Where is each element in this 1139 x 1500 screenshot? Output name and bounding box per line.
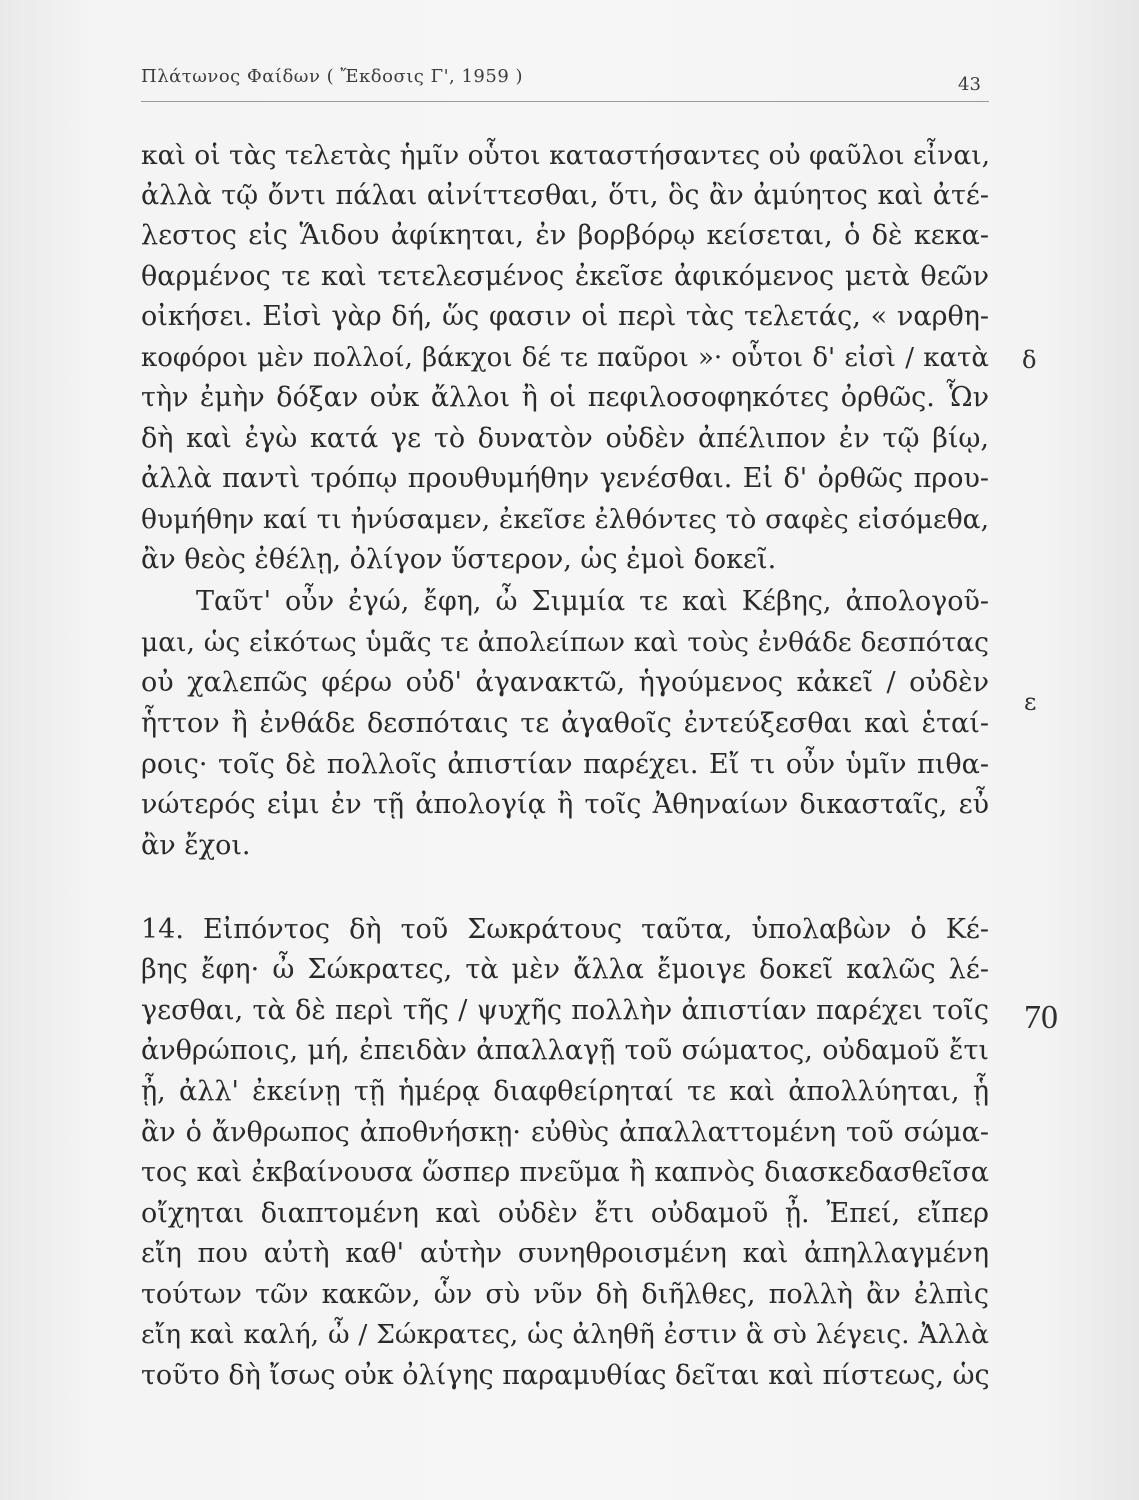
text-line: μαι, ὡς εἰκότως ὑμᾶς τε ἀπολείπων καὶ τοὺς ἐνθάδε δεσπότας (141, 627, 989, 658)
text-line: θαρμένος τε καὶ τετελεσμένος ἐκεῖσε ἀφικόμενος μετὰ θεῶν (141, 261, 989, 292)
text-line: τούτων τῶν κακῶν, ὧν σὺ νῦν δὴ διῆλθες, πολλὴ ἂν ἐλπὶς (141, 1279, 989, 1310)
text-line: ἂν ὁ ἄνθρωπος ἀποθνήσκῃ· εὐθὺς ἀπαλλαττομένη τοῦ σώμα- (141, 1117, 989, 1148)
text-line: τοῦτο δὴ ἴσως οὐκ ὀλίγης παραμυθίας δεῖται καὶ πίστεως, ὡς (141, 1360, 990, 1391)
text-line: τος καὶ ἐκβαίνουσα ὥσπερ πνεῦμα ἢ καπνὸς διασκεδασθεῖσα (141, 1157, 989, 1188)
text-line: γεσθαι, τὰ δὲ περὶ τῆς / ψυχῆς πολλὴν ἀπιστίαν παρέχει τοῖς (141, 995, 989, 1026)
text-line: δὴ καὶ ἐγὼ κατά γε τὸ δυνατὸν οὐδὲν ἀπέλιπον ἐν τῷ βίῳ, (141, 423, 989, 454)
text-line: οὐ χαλεπῶς φέρω οὐδ' ἀγανακτῶ, ἡγούμενος κἀκεῖ / οὐδὲν (141, 667, 989, 698)
text-line: κοφόροι μὲν πολλοί, βάκχοι δέ τε παῦροι »· οὗτοι δ' εἰσὶ / κατὰ (141, 343, 989, 373)
section-first-line: 14. Εἰπόντος δὴ τοῦ Σωκράτους ταῦτα, ὑπολαβὼν ὁ Κέ- (141, 914, 989, 945)
text-line: ἀνθρώποις, μή, ἐπειδὰν ἀπαλλαγῇ τοῦ σώματος, οὐδαμοῦ ἔτι (141, 1035, 989, 1066)
header-rule (141, 101, 989, 102)
margin-marker-e: ε (1024, 688, 1037, 716)
margin-section-number: 70 (1024, 999, 1058, 1036)
text-line: ἀλλὰ τῷ ὄντι πάλαι αἰνίττεσθαι, ὅτι, ὃς ἂν ἀμύητος καὶ ἀτέ- (141, 180, 989, 211)
text-line: ἀλλὰ παντὶ τρόπῳ προυθυμήθην γενέσθαι. Εἰ δ' ὀρθῶς πρου- (141, 463, 989, 494)
text-line: καὶ οἱ τὰς τελετὰς ἡμῖν οὗτοι καταστήσαντες οὐ φαῦλοι εἶναι, (141, 140, 991, 171)
paragraph-first-line: Ταῦτ' οὖν ἐγώ, ἔφη, ὦ Σιμμία τε καὶ Κέβης, ἀπολογοῦ- (196, 586, 989, 617)
running-title: Πλάτωνος Φαίδων ( Ἔκδοσις Γ', 1959 ) (141, 66, 524, 87)
page-number: 43 (958, 74, 981, 95)
text-line: λεστος εἰς Ἅιδου ἀφίκηται, ἐν βορβόρῳ κείσεται, ὁ δὲ κεκα- (141, 220, 989, 251)
text-line: τὴν ἐμὴν δόξαν οὐκ ἄλλοι ἢ οἱ πεφιλοσοφηκότες ὀρθῶς. Ὧν (141, 382, 989, 413)
text-line: νώτερός εἰμι ἐν τῇ ἀπολογίᾳ ἢ τοῖς Ἀθηναίων δικασταῖς, εὖ (141, 789, 989, 820)
text-line: εἴη που αὐτὴ καθ' αὑτὴν συνηθροισμένη καὶ ἀπηλλαγμένη (141, 1238, 989, 1269)
text-line: εἴη καὶ καλή, ὦ / Σώκρατες, ὡς ἀληθῆ ἐστιν ἃ σὺ λέγεις. Ἀλλὰ (141, 1319, 989, 1350)
text-line: ροις· τοῖς δὲ πολλοῖς ἀπιστίαν παρέχει. Εἴ τι οὖν ὑμῖν πιθα- (141, 749, 989, 780)
text-line: οἰκήσει. Εἰσὶ γὰρ δή, ὥς φασιν οἱ περὶ τὰς τελετάς, « ναρθη- (141, 301, 989, 332)
text-line: ἧττον ἢ ἐνθάδε δεσπόταις τε ἀγαθοῖς ἐντεύξεσθαι καὶ ἑταί- (141, 708, 989, 739)
text-line: βης ἔφη· ὦ Σώκρατες, τὰ μὲν ἄλλα ἔμοιγε δοκεῖ καλῶς λέ- (141, 954, 989, 985)
text-line: ἂν θεὸς ἐθέλῃ, ὀλίγον ὕστερον, ὡς ἐμοὶ δοκεῖ. (141, 544, 777, 575)
text-line: θυμήθην καί τι ἠνύσαμεν, ἐκεῖσε ἐλθόντες τὸ σαφὲς εἰσόμεθα, (141, 504, 989, 535)
text-line: οἴχηται διαπτομένη καὶ οὐδὲν ἔτι οὐδαμοῦ ᾖ. Ἐπεί, εἴπερ (141, 1198, 989, 1229)
text-line: ἂν ἔχοι. (141, 830, 251, 861)
margin-marker-d: δ (1022, 346, 1037, 374)
text-line: ᾖ, ἀλλ' ἐκείνῃ τῇ ἡμέρᾳ διαφθείρηταί τε καὶ ἀπολλύηται, ᾗ (141, 1076, 989, 1107)
